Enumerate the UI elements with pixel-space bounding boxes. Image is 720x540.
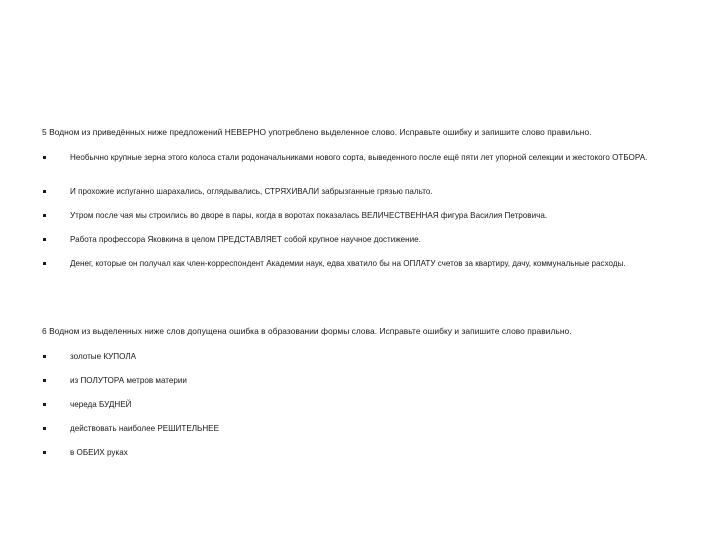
list-item: [42, 235, 670, 245]
list-item: [42, 376, 187, 386]
task-6: [42, 326, 672, 457]
task-5-title: 5 Водном из приведённых ниже предложений НЕВЕРНО употреблено выделенное слово. Исправьте ошибку и запишите слово правильно.: [42, 127, 592, 137]
list-item-text: действовать наиболее РЕШИТЕЛЬНЕЕ: [70, 424, 219, 433]
list-item: [42, 153, 670, 163]
list-item: [42, 211, 670, 221]
list-item-text: И прохожие испуганно шарахались, оглядывались, СТРЯХИВАЛИ забрызганные грязью пальто.: [70, 187, 433, 196]
bullet-icon: [43, 427, 46, 430]
bullet-icon: [43, 238, 46, 241]
bullet-icon: [43, 190, 46, 193]
list-item-text: золотые КУПОЛА: [70, 352, 137, 361]
list-item: [42, 424, 219, 434]
bullet-icon: [43, 451, 46, 454]
list-item-text: череда БУДНЕЙ: [70, 400, 132, 409]
list-item-text: из ПОЛУТОРА метров материи: [70, 376, 187, 385]
list-item-text: Денег, которые он получал как член-корреспондент Академии наук, едва хватило бы на ОПЛАТУ счетов за квартиру, дачу, коммунальные расходы.: [70, 259, 626, 268]
bullet-icon: [43, 403, 46, 406]
list-item: [42, 187, 670, 197]
list-item: [42, 448, 128, 458]
bullet-icon: [43, 262, 46, 265]
task-5: [42, 127, 672, 268]
list-item-text: Утром после чая мы строились во дворе в пары, когда в воротах показалась ВЕЛИЧЕСТВЕННАЯ фигура Василия Петровича.: [70, 211, 548, 220]
list-item: [42, 352, 136, 362]
bullet-icon: [43, 355, 46, 358]
list-item: [42, 259, 670, 269]
list-item: [42, 400, 131, 410]
bullet-icon: [43, 214, 46, 217]
bullet-icon: [43, 379, 46, 382]
list-item-text: Работа профессора Яковкина в целом ПРЕДСТАВЛЯЕТ собой крупное научное достижение.: [70, 235, 421, 244]
bullet-icon: [43, 156, 46, 159]
list-item-text: Необычно крупные зерна этого колоса стали родоначальниками нового сорта, выведенного после ещё пяти лет упорной селекции и жестокого ОТБОРА.: [70, 153, 648, 162]
list-item-text: в ОБЕИХ руках: [70, 448, 128, 457]
task-6-title: 6 Водном из выделенных ниже слов допущена ошибка в образовании формы слова. Исправьте ошибку и запишите слово правильно.: [42, 326, 572, 336]
